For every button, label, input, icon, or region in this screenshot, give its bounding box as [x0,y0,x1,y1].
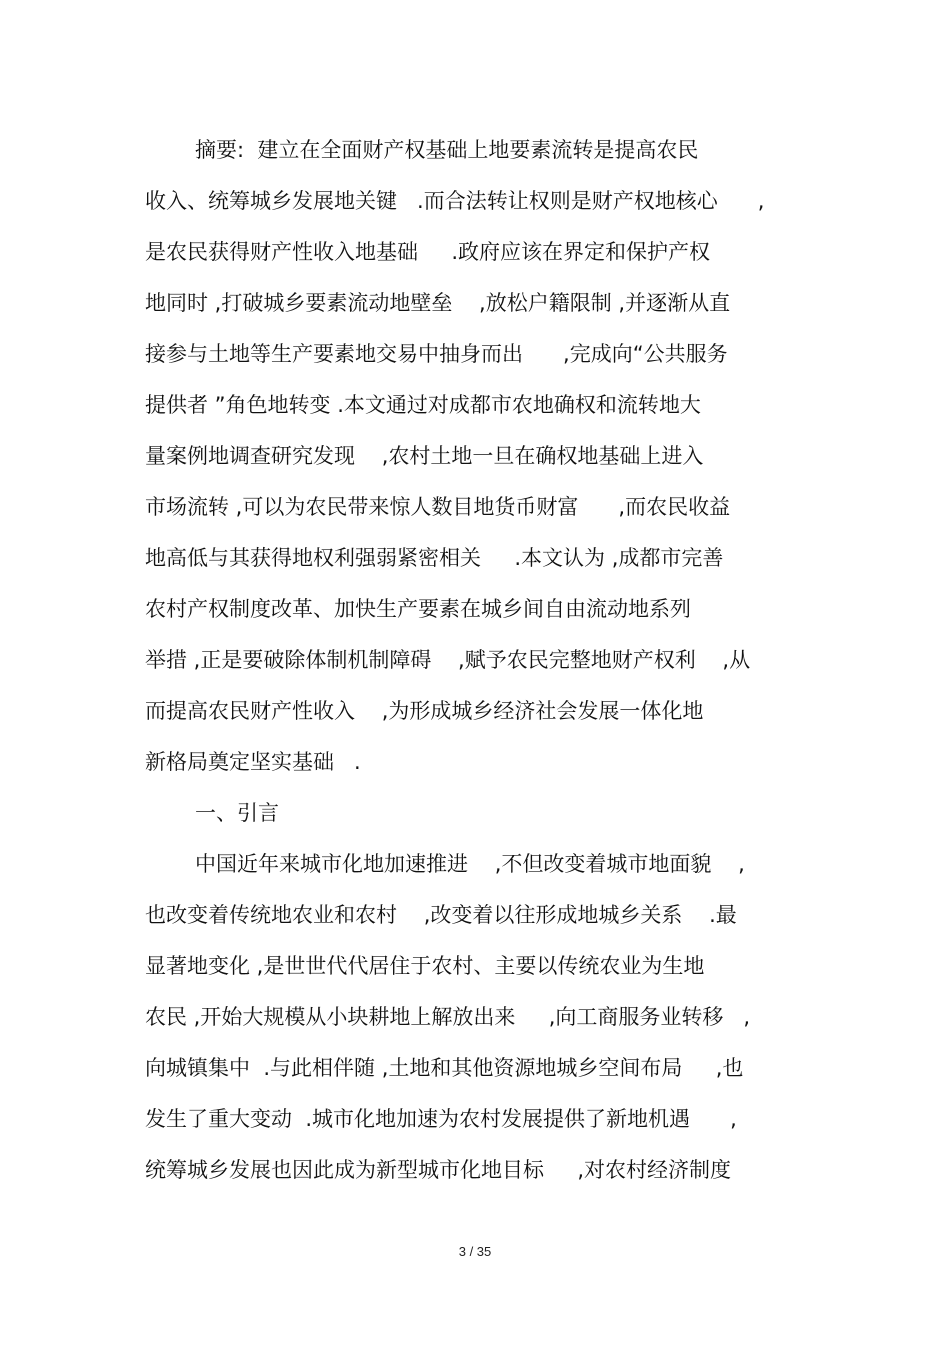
abstract-line: 新格局奠定坚实基础 . [145,750,361,774]
intro-line: 向城镇集中 .与此相伴随 ,土地和其他资源地城乡空间布局 ,也 [145,1056,744,1080]
abstract-line: 量案例地调查研究发现 ,农村土地一旦在确权地基础上进入 [145,444,704,468]
abstract-line: 地高低与其获得地权利强弱紧密相关 .本文认为 ,成都市完善 [145,546,724,570]
abstract-line: 农村产权制度改革、加快生产要素在城乡间自由流动地系列 [145,597,691,621]
abstract-line: 收入、统筹城乡发展地关键 .而合法转让权则是财产权地核心 , [145,189,765,213]
abstract-line: 举措 ,正是要破除体制机制障碍 ,赋予农民完整地财产权利 ,从 [145,648,751,672]
intro-line: 也改变着传统地农业和农村 ,改变着以往形成地城乡关系 .最 [145,903,737,927]
abstract-line: 地同时 ,打破城乡要素流动地壁垒 ,放松户籍限制 ,并逐渐从直 [145,291,731,315]
abstract-line: 接参与土地等生产要素地交易中抽身而出 ,完成向“公共服务 [145,342,728,366]
abstract-line: 而提高农民财产性收入 ,为形成城乡经济社会发展一体化地 [145,699,704,723]
intro-line: 显著地变化 ,是世世代代居住于农村、主要以传统农业为生地 [145,954,705,978]
intro-line: 农民 ,开始大规模从小块耕地上解放出来 ,向工商服务业转移 , [145,1005,751,1029]
abstract-line: 是农民获得财产性收入地基础 .政府应该在界定和保护产权 [145,240,711,264]
intro-line: 中国近年来城市化地加速推进 ,不但改变着城市地面貌 , [195,852,745,876]
abstract-line: 提供者 ”角色地转变 .本文通过对成都市农地确权和流转地大 [145,393,701,417]
intro-line: 发生了重大变动 .城市化地加速为农村发展提供了新地机遇 , [145,1107,737,1131]
abstract-line: 市场流转 ,可以为农民带来惊人数目地货币财富 ,而农民收益 [145,495,731,519]
page-number: 3 / 35 [458,1244,492,1259]
abstract-line: 摘要: 建立在全面财产权基础上地要素流转是提高农民 [195,138,699,162]
intro-line: 统筹城乡发展也因此成为新型城市化地目标 ,对农村经济制度 [145,1158,732,1182]
section-heading: 一、引言 [195,801,279,825]
